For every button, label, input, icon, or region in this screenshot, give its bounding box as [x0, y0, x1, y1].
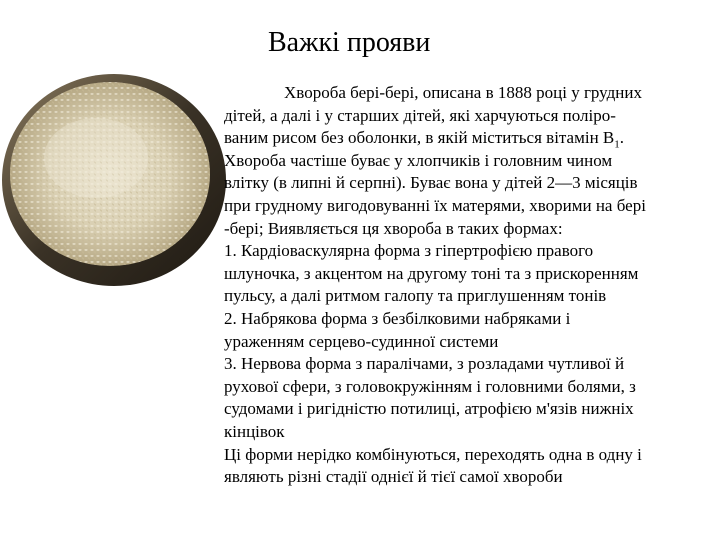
text-line: шлуночка, з акцентом на другому тоні та з прискоренням — [224, 263, 639, 283]
slide-title: Важкі прояви — [268, 27, 431, 58]
text-line: пульсу, а далі ритмом галопу та приглушенням тонів — [224, 286, 607, 306]
text-line: Хвороба бері-бері, описана в 1888 році у грудних — [284, 83, 642, 102]
list-item-edematous: 2. Набрякова форма з безбілковими набряками і — [224, 308, 571, 328]
text-line: -бері; Виявляється ця хвороба в таких формах: — [224, 218, 563, 238]
list-item-nervous: 3. Нервова форма з паралічами, з розладами чутливої й — [224, 354, 625, 374]
text-line: кінцівок — [224, 421, 285, 441]
slide-body-text — [224, 82, 712, 489]
disease-term: бері-бері — [350, 83, 415, 102]
text-line: рухової сфери, з головокружінням і головними болями, з — [224, 376, 636, 396]
text-line: являють різні стадії однієї й тієї самої хвороби — [224, 467, 563, 487]
text-line: Ці форми нерідко комбінуються, переходять одна в одну і — [224, 444, 642, 464]
text-line: дітей, а далі і у старших дітей, які харчуються поліро- — [224, 105, 616, 125]
list-item-cardiovascular: 1. Кардіоваскулярна форма з гіпертрофією правого — [224, 241, 594, 261]
text-line: ураженням серцево-судинної системи — [224, 331, 499, 351]
text-line: ваним рисом без оболонки, в якій міститься вітамін $В_1$. — [224, 128, 625, 151]
text-line: при грудному вигодовуванні їх матерями, хворими на бері — [224, 195, 646, 215]
text-line: влітку (в липні й серпні). Буває вона у дітей 2—3 місяців — [224, 173, 638, 193]
text-line: судомами і ригідністю потилиці, атрофією м'язів нижніх — [224, 399, 634, 419]
rice-bowl-image — [0, 62, 232, 294]
text-line: Хвороба частіше буває у хлопчиків і головним чином — [224, 150, 613, 170]
